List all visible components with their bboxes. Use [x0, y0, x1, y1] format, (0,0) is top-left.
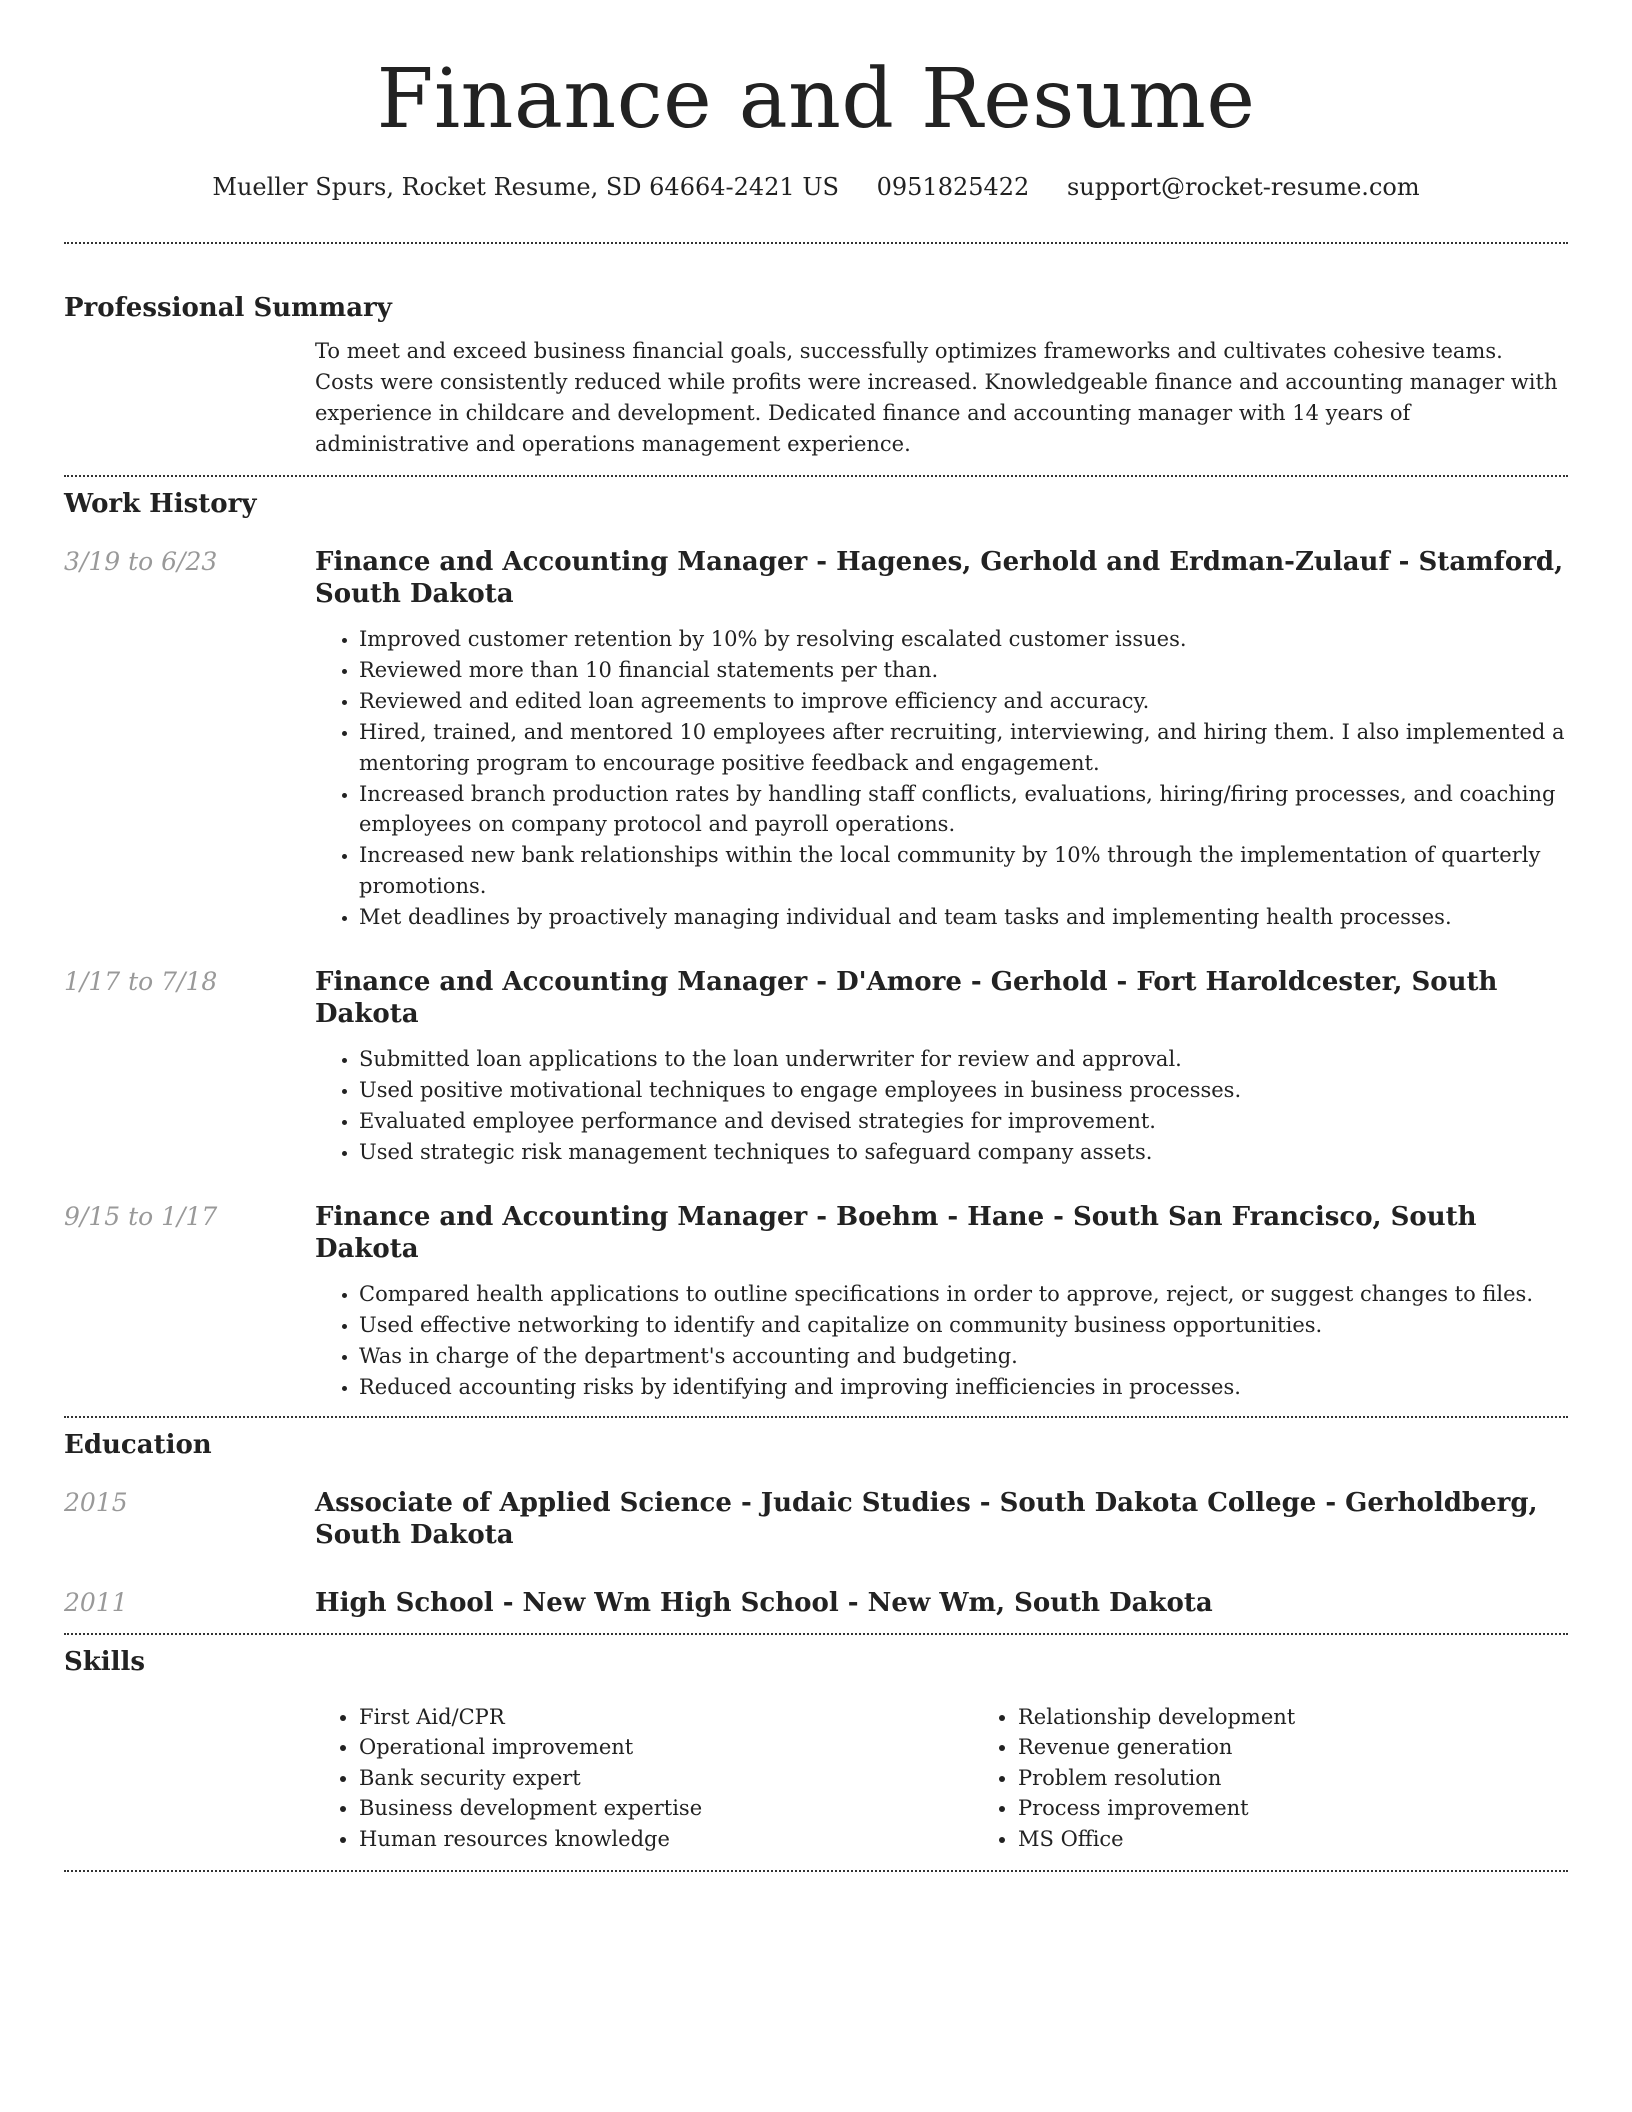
list-item: • Reduced accounting risks by identifying and improving inefficiencies in processes. — [359, 1372, 1568, 1403]
skill-item: • Operational improvement — [359, 1732, 974, 1763]
skill-item: • Business development expertise — [359, 1793, 974, 1824]
job-bullets — [315, 624, 1568, 932]
section-title: Professional Summary — [64, 293, 392, 323]
list-item: • Compared health applications to outline specifications in order to approve, reject, or suggest changes to files. — [359, 1279, 1568, 1310]
job-title: Finance and Accounting Manager - D'Amore - Gerhold - Fort Haroldcester, South Dakota — [315, 966, 1498, 1029]
section-title: Skills — [64, 1646, 146, 1677]
education-section — [0, 1418, 1632, 1619]
skills-grid — [315, 1702, 1632, 1855]
job-bullets — [315, 1279, 1568, 1403]
skill-item: • Problem resolution — [1018, 1763, 1632, 1794]
resume-header — [0, 0, 1632, 202]
candidate-name: Finance and Resume — [376, 52, 1256, 147]
divider — [64, 1870, 1568, 1872]
section-title: Education — [64, 1429, 212, 1460]
section-title: Work History — [64, 489, 257, 519]
list-item: • Increased branch production rates by handling staff conflicts, evaluations, hiring/firing processes, and coaching employees on company protocol and payroll operations. — [359, 779, 1568, 840]
list-item: • Reviewed and edited loan agreements to improve efficiency and accuracy. — [359, 686, 1568, 717]
job-dates: 9/15 to 1/17 — [64, 1201, 218, 1231]
contact-address: Mueller Spurs, Rocket Resume, SD 64664-2421 US — [212, 173, 839, 201]
work-history-section — [0, 477, 1632, 1403]
summary-section — [0, 244, 1632, 460]
list-item: • Used effective networking to identify and capitalize on community business opportunities. — [359, 1310, 1568, 1341]
job-entry — [64, 966, 1568, 1168]
contact-line — [0, 172, 1632, 202]
skills-list-left — [315, 1702, 974, 1855]
skill-item: • Bank security expert — [359, 1763, 974, 1794]
job-entry — [64, 1201, 1568, 1403]
skills-section — [0, 1635, 1632, 1855]
summary-text: To meet and exceed business financial goals, successfully optimizes frameworks and cultivates cohesive teams. Costs were consistently reduced while profits were increased. Knowledgeable finance and accounting manager with experience in childcare and development. Dedicated finance and accounting manager with 14 years of administrative and operations management experience. — [315, 339, 1558, 456]
list-item: • Evaluated employee performance and devised strategies for improvement. — [359, 1106, 1568, 1137]
skill-item: • Revenue generation — [1018, 1732, 1632, 1763]
list-item: • Met deadlines by proactively managing individual and team tasks and implementing health processes. — [359, 902, 1568, 933]
list-item: • Used positive motivational techniques to engage employees in business processes. — [359, 1075, 1568, 1106]
skill-item: • MS Office — [1018, 1824, 1632, 1855]
job-dates: 3/19 to 6/23 — [64, 547, 218, 576]
contact-phone: 0951825422 — [876, 173, 1030, 201]
contact-email: support@rocket-resume.com — [1066, 173, 1420, 201]
job-dates: 1/17 to 7/18 — [64, 966, 218, 996]
list-item: • Used strategic risk management techniques to safeguard company assets. — [359, 1137, 1568, 1168]
job-title: Finance and Accounting Manager - Hagenes, Gerhold and Erdman-Zulauf - Stamford, South Dakota — [315, 547, 1564, 609]
job-title: Finance and Accounting Manager - Boehm - Hane - South San Francisco, South Dakota — [315, 1201, 1477, 1264]
education-year: 2015 — [64, 1487, 128, 1517]
job-bullets — [315, 1044, 1568, 1168]
list-item: • Submitted loan applications to the loan underwriter for review and approval. — [359, 1044, 1568, 1075]
education-entry — [64, 1587, 1568, 1619]
list-item: • Increased new bank relationships within the local community by 10% through the implementation of quarterly promotions. — [359, 840, 1568, 901]
skill-item: • Human resources knowledge — [359, 1824, 974, 1855]
skills-list-right — [974, 1702, 1632, 1855]
list-item: • Was in charge of the department's accounting and budgeting. — [359, 1341, 1568, 1372]
list-item: • Hired, trained, and mentored 10 employees after recruiting, interviewing, and hiring them. I also implemented a mentoring program to encourage positive feedback and engagement. — [359, 717, 1568, 778]
skill-item: • First Aid/CPR — [359, 1702, 974, 1733]
education-year: 2011 — [64, 1587, 128, 1617]
job-entry — [64, 546, 1568, 933]
list-item: • Improved customer retention by 10% by resolving escalated customer issues. — [359, 624, 1568, 655]
skill-item: • Process improvement — [1018, 1793, 1632, 1824]
education-degree: Associate of Applied Science - Judaic Studies - South Dakota College - Gerholdberg, South Dakota — [315, 1487, 1538, 1550]
list-item: • Reviewed more than 10 financial statements per than. — [359, 655, 1568, 686]
education-entry — [64, 1487, 1568, 1551]
skill-item: • Relationship development — [1018, 1702, 1632, 1733]
education-degree: High School - New Wm High School - New Wm, South Dakota — [315, 1587, 1213, 1618]
